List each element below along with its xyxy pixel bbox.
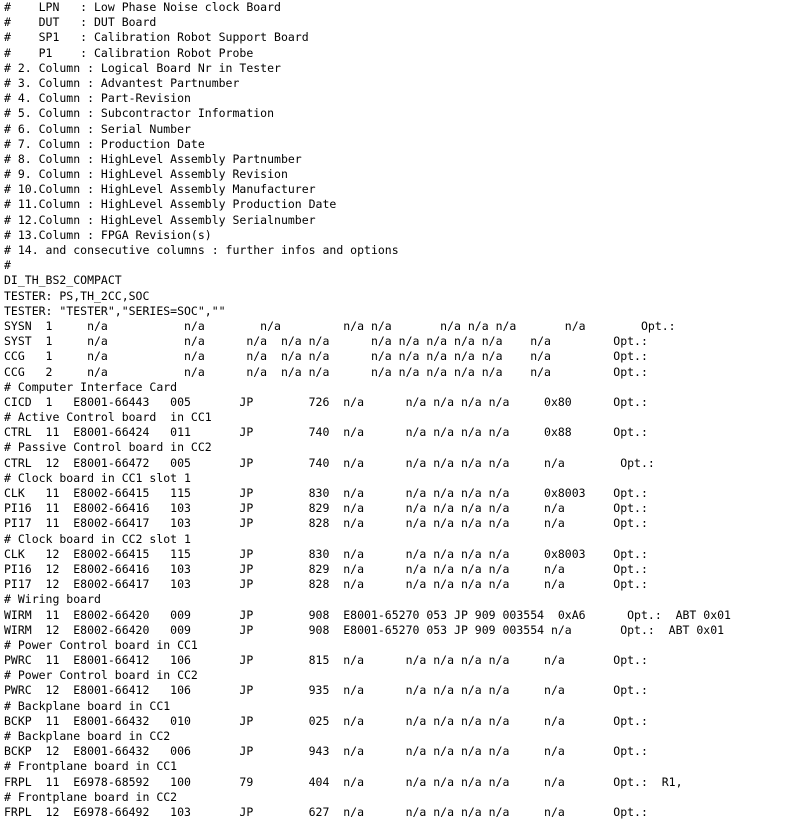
text-line: # 4. Column : Part-Revision — [4, 91, 191, 106]
text-line: # 8. Column : HighLevel Assembly Partnumber — [4, 151, 302, 166]
text-line: BCKP 12 E8001-66432 006 JP 943 n/a n/a n/a n/a n/a n/a Opt.: — [4, 744, 648, 759]
text-line: TESTER: "TESTER","SERIES=SOC","" — [4, 303, 226, 318]
text-line: # Wiring board — [4, 592, 101, 607]
text-line: # 9. Column : HighLevel Assembly Revision — [4, 167, 288, 182]
text-line: # Backplane board in CC2 — [4, 729, 171, 743]
text-line: CLK 11 E8002-66415 115 JP 830 n/a n/a n/a n/a n/a 0x8003 Opt.: — [4, 486, 648, 500]
text-line: # Passive Control board in CC2 — [4, 440, 212, 455]
text-line: PI17 11 E8002-66417 103 JP 828 n/a n/a n/a n/a n/a n/a Opt.: — [4, 516, 648, 531]
text-line: WIRM 12 E8002-66420 009 JP 908 E8001-65270 053 JP 909 003554 n/a Opt.: ABT 0x01 — [4, 622, 725, 637]
text-line: CICD 1 E8001-66443 005 JP 726 n/a n/a n/a n/a n/a 0x80 Opt.: — [4, 394, 648, 409]
text-line: # Clock board in CC1 slot 1 — [4, 470, 191, 485]
text-line: SYST 1 n/a n/a n/a n/a n/a n/a n/a n/a n/a n/a n/a Opt.: — [4, 334, 648, 349]
text-line: PI17 12 E8002-66417 103 JP 828 n/a n/a n/a n/a n/a n/a Opt.: — [4, 577, 648, 592]
text-line: CCG 2 n/a n/a n/a n/a n/a n/a n/a n/a n/a n/a n/a Opt.: — [4, 364, 648, 379]
text-line: # Backplane board in CC1 — [4, 698, 171, 713]
text-line: TESTER: PS,TH_2CC,SOC — [4, 288, 150, 303]
text-line: PWRC 12 E8001-66412 106 JP 935 n/a n/a n/a n/a n/a n/a Opt.: — [4, 683, 648, 698]
text-line: # Frontplane board in CC2 — [4, 789, 178, 804]
text-line: # DUT : DUT Board — [4, 15, 157, 30]
text-line: # — [4, 258, 11, 273]
text-line: # Power Control board in CC1 — [4, 637, 198, 652]
text-line: # 6. Column : Serial Number — [4, 121, 191, 136]
text-line: # 7. Column : Production Date — [4, 136, 205, 151]
text-line: CTRL 11 E8001-66424 011 JP 740 n/a n/a n/a n/a n/a 0x88 Opt.: — [4, 425, 648, 440]
text-line: # Frontplane board in CC1 — [4, 759, 178, 774]
text-line: # Active Control board in CC1 — [4, 410, 212, 425]
text-line: BCKP 11 E8001-66432 010 JP 025 n/a n/a n/a n/a n/a n/a Opt.: — [4, 713, 648, 728]
text-line: # LPN : Low Phase Noise clock Board — [4, 0, 281, 14]
text-line: # Clock board in CC2 slot 1 — [4, 531, 191, 546]
text-line: FRPL 11 E6978-68592 100 79 404 n/a n/a n/a n/a n/a n/a Opt.: R1, — [4, 774, 683, 789]
text-line: # 2. Column : Logical Board Nr in Tester — [4, 60, 281, 75]
text-line: CLK 12 E8002-66415 115 JP 830 n/a n/a n/a n/a n/a 0x8003 Opt.: — [4, 546, 648, 561]
text-line: # SP1 : Calibration Robot Support Board — [4, 30, 309, 45]
text-line: # Computer Interface Card — [4, 379, 178, 394]
text-line: # 5. Column : Subcontractor Information — [4, 106, 275, 121]
text-line: CCG 1 n/a n/a n/a n/a n/a n/a n/a n/a n/a n/a n/a Opt.: — [4, 349, 648, 364]
text-line: # 14. and consecutive columns : further infos and options — [4, 243, 399, 257]
text-line: # 10.Column : HighLevel Assembly Manufacturer — [4, 182, 316, 197]
text-line: # 12.Column : HighLevel Assembly Serialnumber — [4, 212, 316, 227]
text-line: # P1 : Calibration Robot Probe — [4, 45, 254, 60]
text-line: WIRM 11 E8002-66420 009 JP 908 E8001-65270 053 JP 909 003554 0xA6 Opt.: ABT 0x01 — [4, 607, 731, 622]
text-line: # 11.Column : HighLevel Assembly Production Date — [4, 197, 337, 212]
text-line: # 3. Column : Advantest Partnumber — [4, 75, 240, 90]
text-line: DI_TH_BS2_COMPACT — [4, 273, 122, 288]
text-line: SYSN 1 n/a n/a n/a n/a n/a n/a n/a n/a n/a Opt.: — [4, 318, 676, 333]
text-line: CTRL 12 E8001-66472 005 JP 740 n/a n/a n/a n/a n/a n/a Opt.: — [4, 455, 655, 470]
text-line: # 13.Column : FPGA Revision(s) — [4, 227, 212, 242]
text-line: PI16 11 E8002-66416 103 JP 829 n/a n/a n/a n/a n/a n/a Opt.: — [4, 501, 648, 516]
text-line: PI16 12 E8002-66416 103 JP 829 n/a n/a n/a n/a n/a n/a Opt.: — [4, 561, 648, 576]
text-line: # Power Control board in CC2 — [4, 668, 198, 683]
text-line: PWRC 11 E8001-66412 106 JP 815 n/a n/a n/a n/a n/a n/a Opt.: — [4, 653, 648, 668]
text-line: FRPL 12 E6978-66492 103 JP 627 n/a n/a n/a n/a n/a n/a Opt.: — [4, 804, 648, 819]
